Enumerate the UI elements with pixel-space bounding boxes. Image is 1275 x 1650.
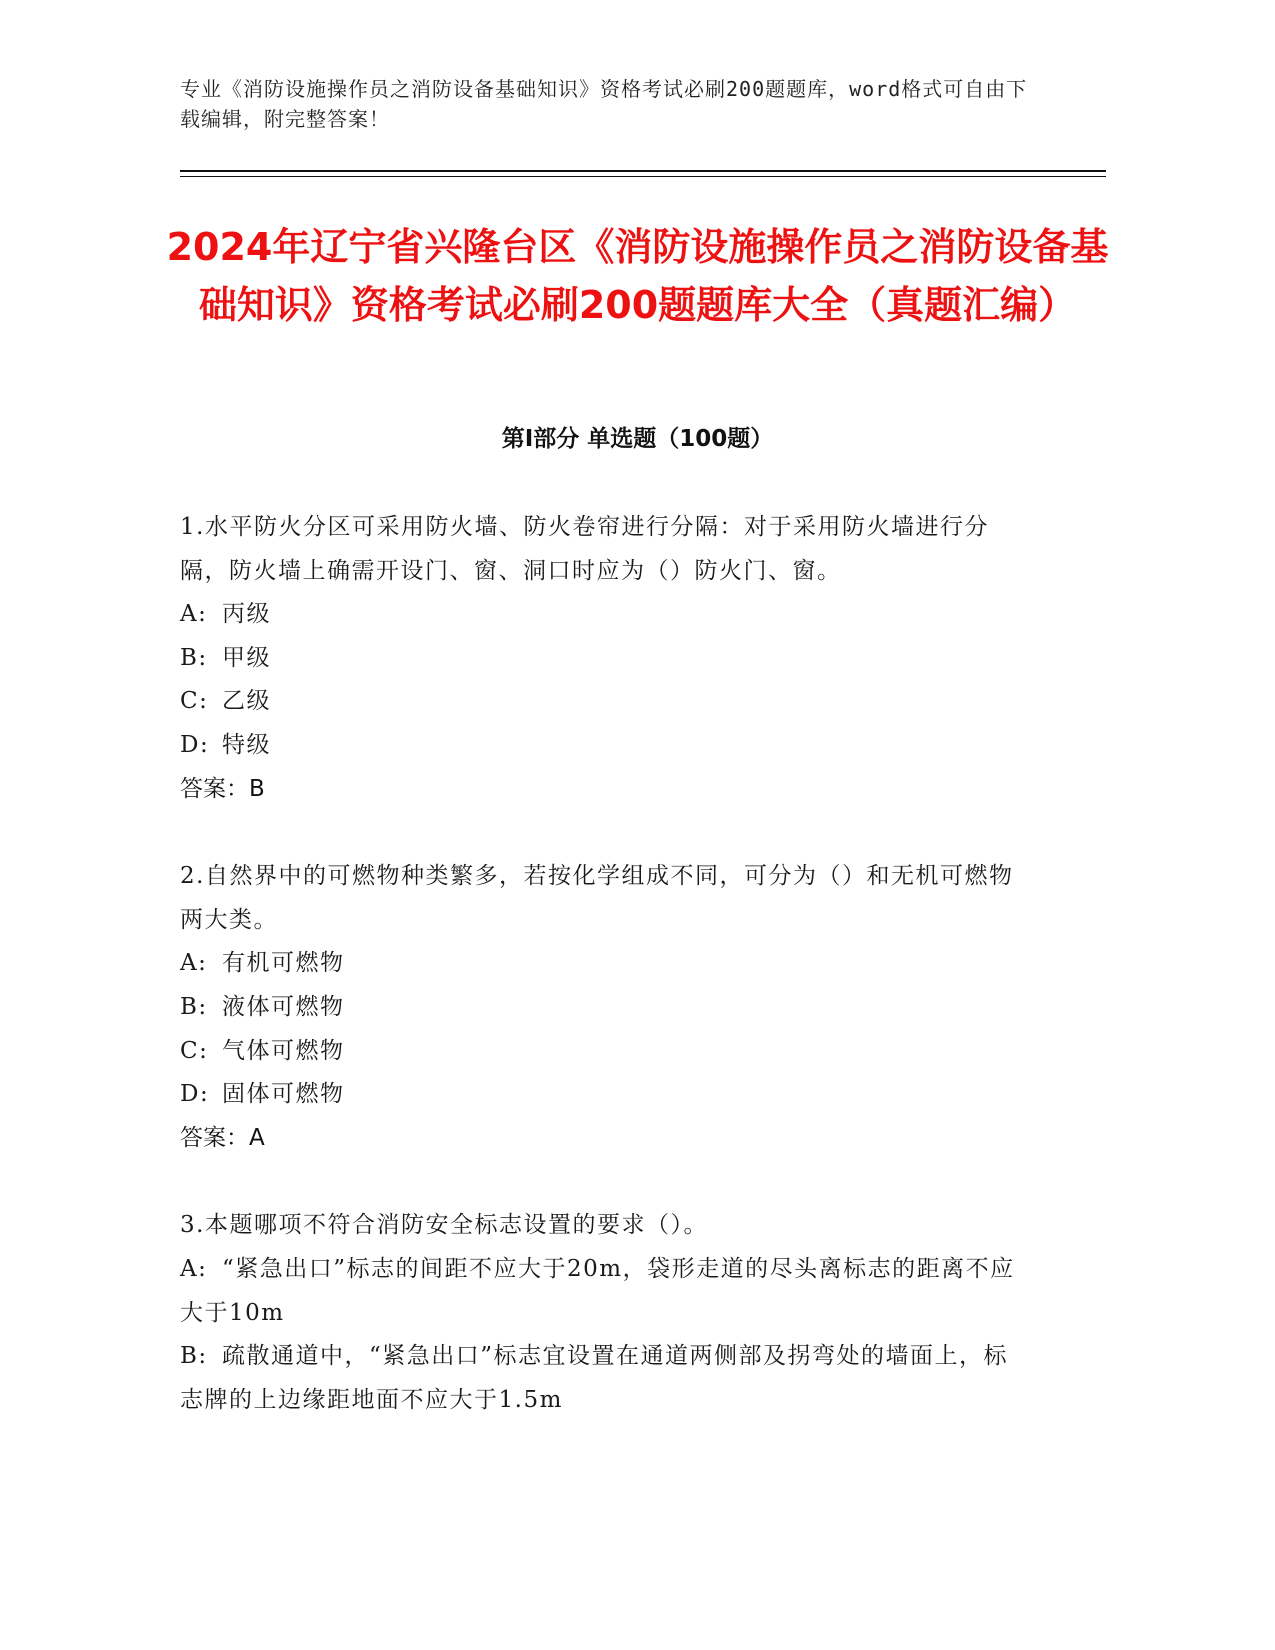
question-3 [180, 1204, 1030, 1422]
option-c [180, 1030, 1030, 1074]
question-1 [180, 506, 1030, 811]
option-d [180, 724, 1030, 768]
document-title: 2024年辽宁省兴隆台区《消防设施操作员之消防设备基础知识》资格考试必刷200题题库大全（真题汇编） [166, 225, 1109, 327]
header-divider-thick [180, 170, 1106, 172]
question-stem: 2.自然界中的可燃物种类繁多，若按化学组成不同，可分为（）和无机可燃物两大类。 [180, 863, 1014, 933]
option-label: A: [180, 950, 208, 977]
question-list [180, 506, 1030, 1466]
option-c [180, 680, 1030, 724]
option-text: 丙级 [222, 601, 271, 628]
option-text: 有机可燃物 [222, 950, 345, 977]
option-b [180, 637, 1030, 681]
option-text: 特级 [222, 731, 271, 758]
header-divider-thin [180, 176, 1106, 177]
option-text: 甲级 [222, 644, 271, 671]
option-text: “紧急出口”标志的间距不应大于20m，袋形走道的尽头离标志的距离不应大于10m [180, 1255, 1015, 1326]
option-text: 乙级 [222, 688, 271, 715]
option-label: A: [180, 601, 208, 628]
option-label: A: [180, 1255, 208, 1282]
header-note: 专业《消防设施操作员之消防设备基础知识》资格考试必刷200题题库，word格式可自由下载编辑，附完整答案！ [180, 77, 1028, 131]
option-a [180, 1248, 1030, 1335]
option-label: D: [180, 731, 210, 758]
option-label: C: [180, 688, 209, 715]
answer: 答案：A [180, 1124, 265, 1151]
question-stem: 1.水平防火分区可采用防火墙、防火卷帘进行分隔：对于采用防火墙进行分隔，防火墙上确需开设门、窗、洞口时应为（）防火门、窗。 [180, 514, 989, 584]
question-2 [180, 855, 1030, 1160]
option-label: B: [180, 993, 208, 1020]
option-b [180, 1335, 1030, 1422]
option-label: B: [180, 644, 208, 671]
option-a [180, 942, 1030, 986]
option-text: 气体可燃物 [222, 1037, 345, 1064]
option-text: 固体可燃物 [222, 1081, 345, 1108]
option-d [180, 1073, 1030, 1117]
option-label: D: [180, 1081, 210, 1108]
section-title: 第Ⅰ部分 单选题（100题） [501, 426, 774, 452]
question-stem: 3.本题哪项不符合消防安全标志设置的要求（）。 [180, 1212, 708, 1239]
option-text: 液体可燃物 [222, 993, 345, 1020]
option-a [180, 593, 1030, 637]
option-label: B: [180, 1343, 208, 1370]
option-label: C: [180, 1037, 209, 1064]
option-b [180, 986, 1030, 1030]
option-text: 疏散通道中，“紧急出口”标志宜设置在通道两侧部及拐弯处的墙面上，标志牌的上边缘距地面不应大于1.5m [180, 1343, 1009, 1413]
answer: 答案：B [180, 775, 265, 802]
